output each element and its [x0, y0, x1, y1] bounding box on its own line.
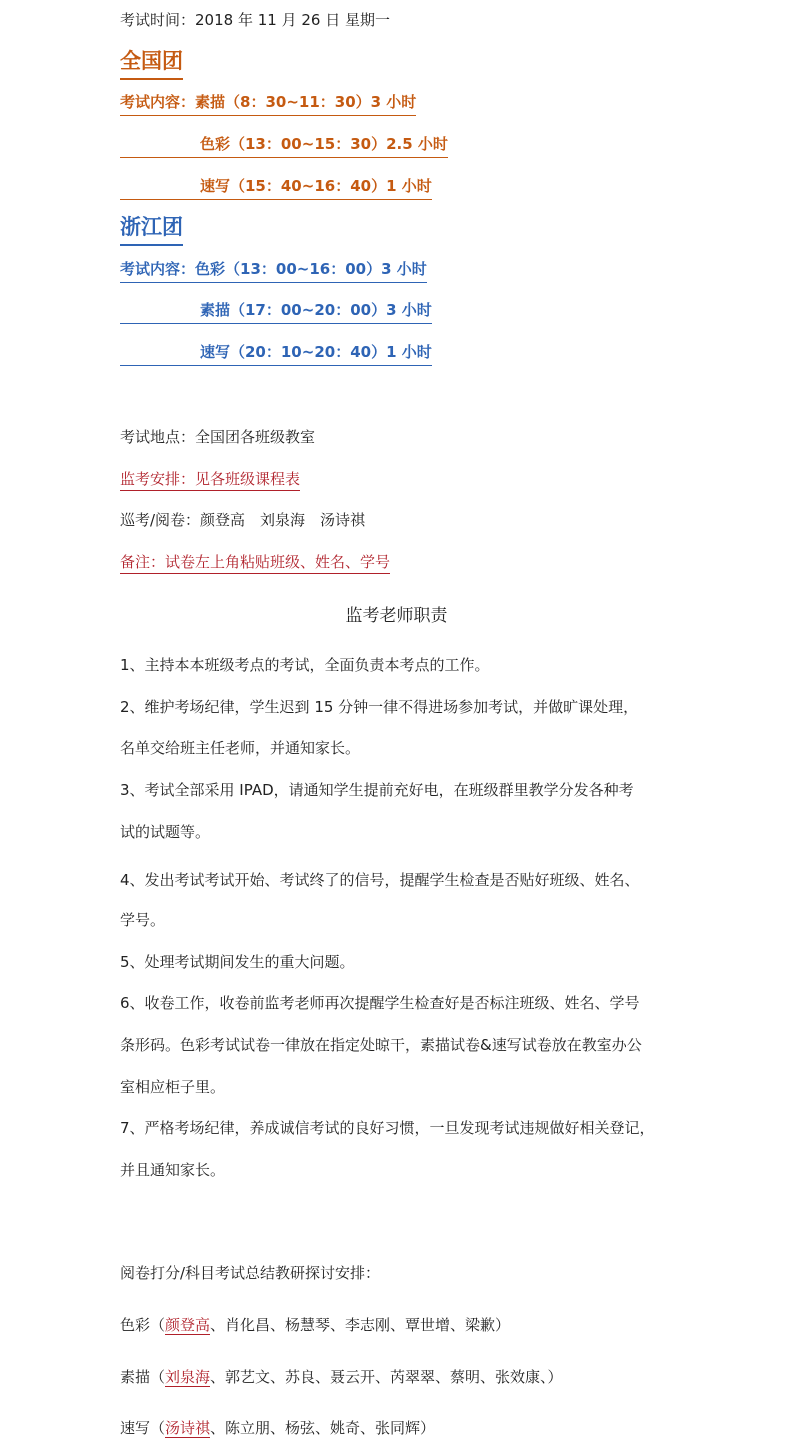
grading-row-color — [120, 1314, 510, 1335]
grading-subject: 素描（ — [120, 1368, 166, 1386]
duties-heading: 监考老师职责 — [345, 606, 448, 626]
duty-line: 试的试题等。 — [120, 823, 211, 841]
grading-subject: 速写（ — [120, 1419, 166, 1437]
national-team-title: 全国团 — [120, 45, 183, 80]
national-exam-item: 素描（8：30~11：30）3 小时 — [195, 93, 417, 111]
exam-location: 考试地点：全国团各班级教室 — [120, 428, 316, 446]
duty-line: 6、收卷工作，收卷前监考老师再次提醒学生检查好是否标注班级、姓名、学号 — [120, 994, 640, 1012]
grading-row-quick-sketch — [120, 1417, 435, 1438]
zhejiang-exam-item: 色彩（13：00~16：00）3 小时 — [195, 260, 427, 278]
zhejiang-exam-item: 速写（20：10~20：40）1 小时 — [200, 343, 432, 361]
duty-line: 条形码。色彩考试试卷一律放在指定处晾干，素描试卷&速写试卷放在教室办公 — [120, 1036, 642, 1054]
grading-lead-link[interactable]: 汤诗祺 — [165, 1419, 211, 1437]
national-exam-item: 速写（15：40~16：40）1 小时 — [200, 177, 432, 195]
duty-line: 7、严格考场纪律，养成诚信考试的良好习惯，一旦发现考试违规做好相关登记， — [120, 1119, 655, 1137]
zhejiang-exam-label: 考试内容： — [120, 260, 196, 278]
grading-heading: 阅卷打分/科目考试总结教研探讨安排： — [120, 1264, 381, 1282]
zhejiang-exam-item: 素描（17：00~20：00）3 小时 — [200, 301, 432, 319]
national-exam-line-3 — [120, 175, 432, 200]
note-link[interactable]: 备注：试卷左上角粘贴班级、姓名、学号 — [120, 551, 390, 574]
national-exam-item: 色彩（13：00~15：30）2.5 小时 — [200, 135, 448, 153]
duty-line: 4、发出考试考试开始、考试终了的信号，提醒学生检查是否贴好班级、姓名、 — [120, 871, 640, 889]
grading-subject: 色彩（ — [120, 1316, 166, 1334]
grading-members: 、陈立朋、杨弦、姚奇、张同辉） — [210, 1419, 436, 1437]
duty-line: 3、考试全部采用 IPAD，请通知学生提前充好电，在班级群里教学分发各种考 — [120, 781, 634, 799]
zhejiang-exam-line-1 — [120, 258, 427, 283]
grading-row-sketch — [120, 1366, 563, 1387]
duty-line: 室相应柜子里。 — [120, 1078, 226, 1096]
grading-members: 、肖化昌、杨慧琴、李志刚、覃世增、梁歉） — [210, 1316, 511, 1334]
exam-time: 考试时间：2018 年 11 月 26 日 星期一 — [120, 11, 390, 29]
patrol-grading: 巡考/阅卷：颜登高 刘泉海 汤诗祺 — [120, 511, 366, 529]
duty-line: 5、处理考试期间发生的重大问题。 — [120, 953, 355, 971]
duty-line: 名单交给班主任老师，并通知家长。 — [120, 739, 361, 757]
national-exam-line-2 — [120, 133, 448, 158]
duty-line: 并且通知家长。 — [120, 1161, 226, 1179]
national-exam-label: 考试内容： — [120, 93, 196, 111]
grading-lead-link[interactable]: 颜登高 — [165, 1316, 211, 1334]
duty-line: 1、主持本本班级考点的考试，全面负责本考点的工作。 — [120, 656, 490, 674]
zhejiang-team-title: 浙江团 — [120, 211, 183, 246]
national-exam-line-1 — [120, 91, 416, 116]
zhejiang-exam-line-3 — [120, 341, 432, 366]
proctor-arrangement-link[interactable]: 监考安排：见各班级课程表 — [120, 468, 300, 491]
zhejiang-exam-line-2 — [120, 299, 432, 324]
duty-line: 2、维护考场纪律，学生迟到 15 分钟一律不得进场参加考试，并做旷课处理， — [120, 698, 639, 716]
grading-lead-link[interactable]: 刘泉海 — [165, 1368, 211, 1386]
duty-line: 学号。 — [120, 911, 166, 929]
grading-members: 、郭艺文、苏良、聂云开、芮翠翠、蔡明、张效康、） — [210, 1368, 563, 1386]
